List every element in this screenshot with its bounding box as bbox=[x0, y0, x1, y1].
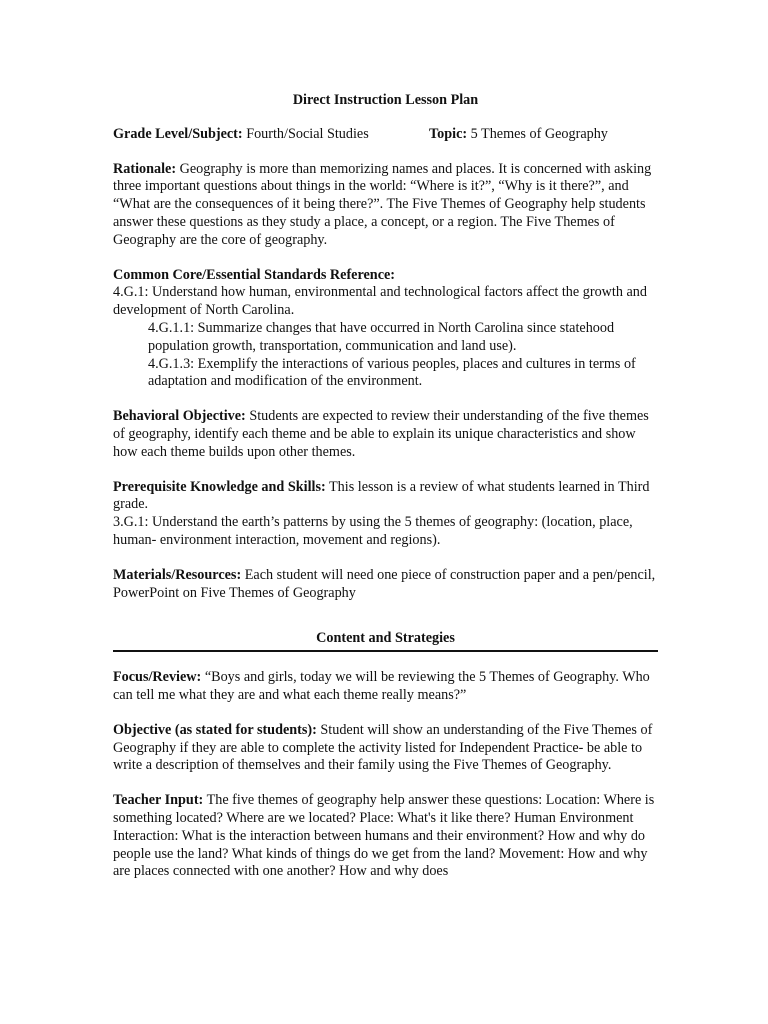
grade-topic-row bbox=[113, 126, 658, 144]
topic-label: Topic: bbox=[429, 125, 468, 142]
topic bbox=[429, 126, 608, 144]
focus-text: “Boys and girls, today we will be reviewing the 5 Themes of Geography. Who can tell me what they are and what each theme really means?” bbox=[113, 669, 650, 703]
content-strategies-heading: Content and Strategies bbox=[316, 630, 455, 647]
focus-label: Focus/Review: bbox=[113, 669, 202, 686]
teacher-input-text: The five themes of geography help answer these questions: Location: Where is something located? Where are we located? Place: What's it like there? Human Environment Interaction: What is the interaction between humans and their environment? How and why do people use the land? What kinds of things do we get from the land? Movement: How and why are places connected with one another? How and why does bbox=[113, 792, 655, 880]
grade-label: Grade Level/Subject: bbox=[113, 125, 243, 142]
prerequisite-standard: 3.G.1: Understand the earth’s patterns by using the 5 themes of geography: (location, place, human- environment interaction, movement and regions). bbox=[113, 514, 633, 548]
prerequisite-paragraph bbox=[113, 479, 658, 515]
standard-sub-2: 4.G.1.3: Exemplify the interactions of various peoples, places and cultures in terms of adaptation and modification of the environment. bbox=[148, 355, 636, 390]
rationale-label: Rationale: bbox=[113, 160, 177, 177]
behavioral-text: Students are expected to review their understanding of the five themes of geography, identify each theme and be able to explain its unique characteristics and show how each theme builds upon other themes. bbox=[113, 408, 649, 460]
materials-section bbox=[113, 567, 658, 603]
rationale-section bbox=[113, 161, 658, 250]
prerequisite-text: This lesson is a review of what students learned in Third grade. bbox=[113, 478, 650, 513]
rationale-text: Geography is more than memorizing names and places. It is concerned with asking three important questions about things in the world: “Where is it?”, “Why is it there?”, and “What are the consequences of it being there?”. The Five Themes of Geography help students answer these questions as they study a place, a concept, or a region. The Five Themes of Geography are the core of geography. bbox=[113, 160, 652, 248]
page-title: Direct Instruction Lesson Plan bbox=[292, 92, 479, 108]
lesson-plan-page bbox=[113, 92, 658, 881]
grade-level bbox=[113, 126, 429, 144]
materials-label: Materials/Resources: bbox=[113, 566, 242, 583]
standard-sub-1: 4.G.1.1: Summarize changes that have occurred in North Carolina since statehood population growth, transportation, communication and land use). bbox=[148, 319, 615, 354]
standards-section bbox=[113, 267, 658, 392]
topic-value: 5 Themes of Geography bbox=[470, 125, 608, 142]
standards-heading: Common Core/Essential Standards Reference: bbox=[113, 266, 396, 283]
focus-review-section bbox=[113, 669, 658, 705]
behavioral-objective-section bbox=[113, 408, 658, 461]
student-objective-section bbox=[113, 722, 658, 775]
prerequisite-section bbox=[113, 479, 658, 550]
objective-text: Student will show an understanding of the Five Themes of Geography if they are able to complete the activity listed for Independent Practice- be able to write a description of themselves and their family using the Five Themes of Geography. bbox=[113, 721, 653, 774]
teacher-input-section bbox=[113, 792, 658, 881]
materials-text: Each student will need one piece of construction paper and a pen/pencil, PowerPoint on Five Themes of Geography bbox=[113, 566, 656, 601]
teacher-input-label: Teacher Input: bbox=[113, 792, 204, 809]
grade-value: Fourth/Social Studies bbox=[246, 125, 369, 142]
section-divider bbox=[113, 650, 658, 652]
objective-label: Objective (as stated for students): bbox=[113, 721, 317, 738]
prerequisite-label: Prerequisite Knowledge and Skills: bbox=[113, 478, 326, 495]
behavioral-label: Behavioral Objective: bbox=[113, 408, 246, 425]
standard-main: 4.G.1: Understand how human, environmental and technological factors affect the growth and development of North Carolina. bbox=[113, 284, 647, 319]
